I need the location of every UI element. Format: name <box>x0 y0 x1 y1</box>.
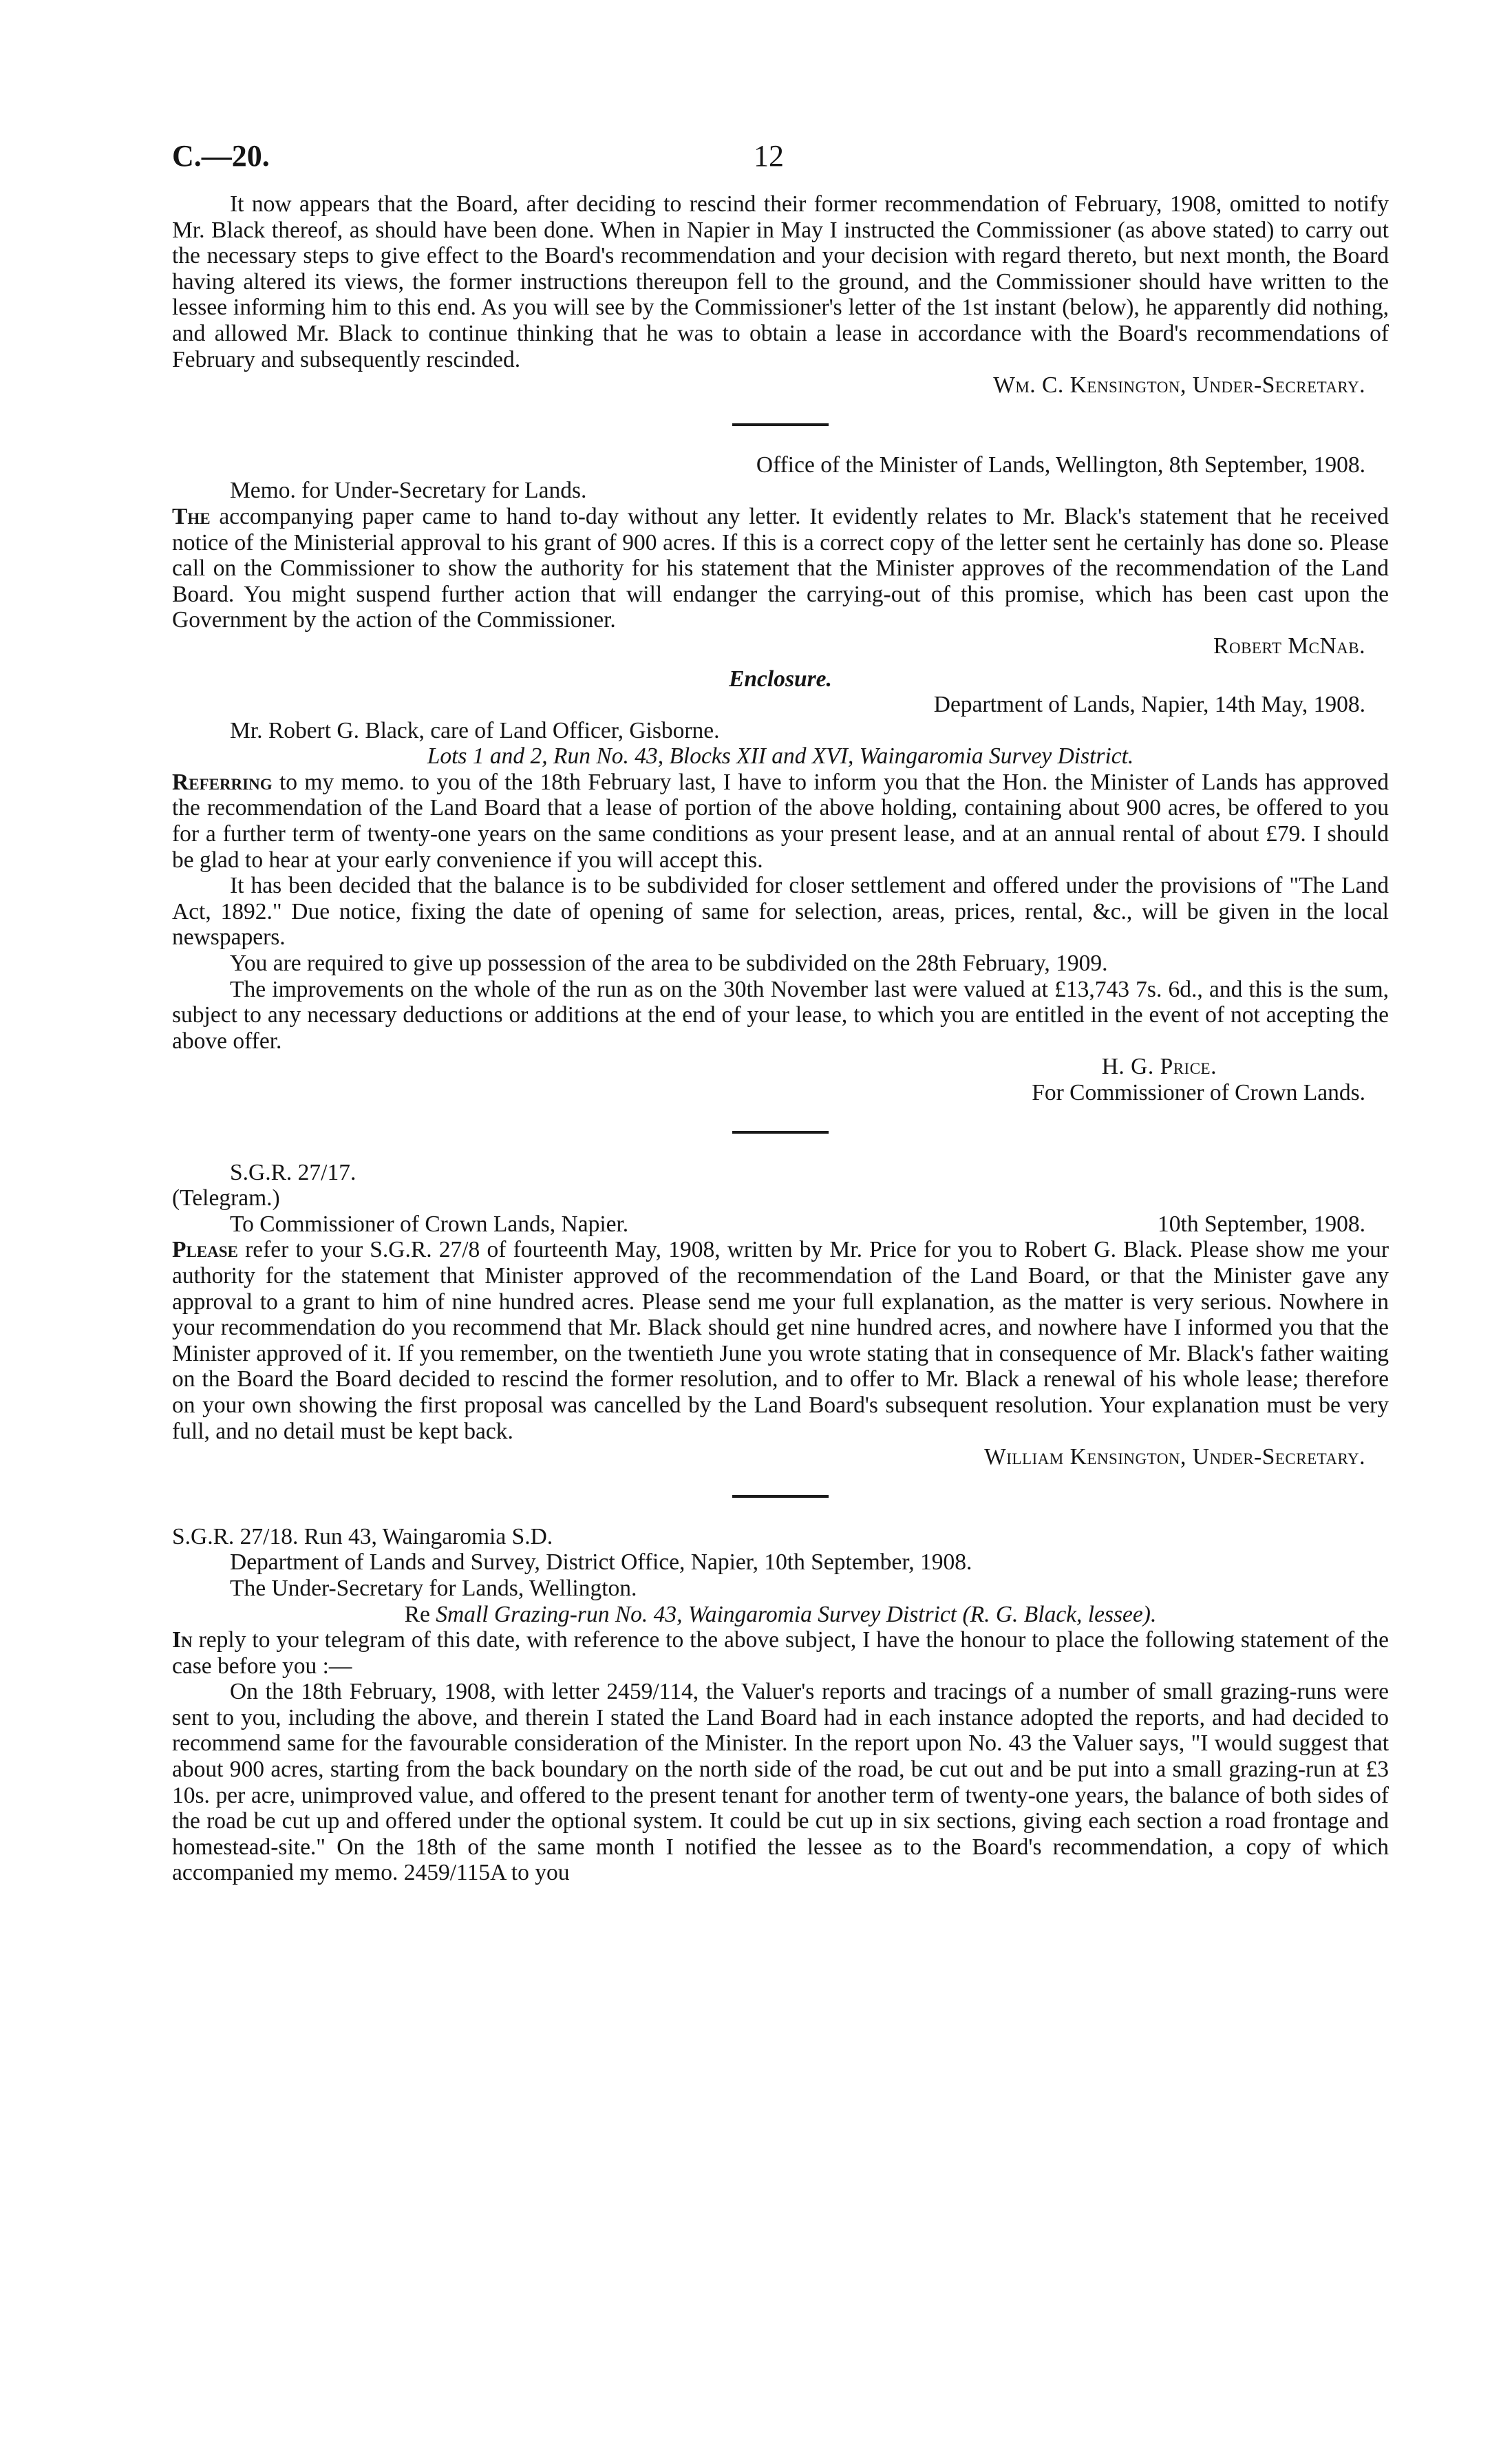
enclosure-addressee: Mr. Robert G. Black, care of Land Officer, Gisborne. <box>230 717 720 743</box>
telegram-ref: S.G.R. 27/17. <box>230 1159 356 1185</box>
section1-paragraph: It now appears that the Board, after deciding to rescind their former recommendation of February, 1908, omitted to notify Mr. Black thereof, as should have been done. When in Napier in May I instructed the Commissioner (as above stated) to carry out the necessary steps to give effect to the Board's recommendation and your decision with regard thereto, but next month, the Board having altered its views, the former instructions thereupon fell to the ground, and the Commissioner should have written to the lessee informing him to this end. As you will see by the Commissioner's letter of the 1st instant (below), he apparently did nothing, and allowed Mr. Black to continue thinking that he was to obtain a lease in accordance with the Board's recommendations of February and subsequently rescinded. <box>172 191 1389 372</box>
reply-subject: Re Small Grazing-run No. 43, Waingaromia Survey District (R. G. Black, lessee). <box>404 1601 1157 1627</box>
minister-signature: Robert McNab. <box>1213 633 1365 659</box>
telegram-to-row <box>172 1211 1389 1238</box>
document-body <box>172 191 1389 1886</box>
telegram-date: 10th September, 1908. <box>1158 1211 1365 1237</box>
enclosure-heading: Enclosure. <box>729 666 832 692</box>
reply-paragraph-2: On the 18th February, 1908, with letter 2459/114, the Valuer's reports and tracings of a number of small grazing-runs were sent to you, including the above, and therein I stated the Land Board had in each instance adopted the reports, and had decided to recommend same for the favourable consideration of the Minister. In the report upon No. 43 the Valuer says, "I would suggest that about 900 acres, starting from the back boundary on the north side of the road, be cut out and be put into a small grazing-run at £3 10s. per acre, unimproved value, and offered to the present tenant for another term of twenty-one years, the balance of both sides of the road be cut up and offered under the optional system. It could be cut up in six sections, giving each section a road frontage and homestead-site." On the 18th of the same month I notified the lessee as to the Board's recommendation, a copy of which accompanied my memo. 2459/115A to you <box>172 1679 1389 1886</box>
reply-paragraph-1: In reply to your telegram of this date, with reference to the above subject, I have the honour to place the following statement of the case before you :— <box>172 1627 1389 1679</box>
enclosure-paragraph-4: The improvements on the whole of the run as on the 30th November last were valued at £13,743 7s. 6d., and this is the sum, subject to any necessary deductions or additions at the end of your lease, to which you are entitled in the event of not accepting the above offer. <box>172 976 1389 1054</box>
enclosure-subject: Lots 1 and 2, Run No. 43, Blocks XII and XVI, Waingaromia Survey District. <box>427 743 1134 770</box>
minister-memo-paragraph: The accompanying paper came to hand to-day without any letter. It evidently relates to Mr. Black's statement that he received notice of the Ministerial approval to his grant of 900 acres. If this is a correct copy of the letter sent he certainly has done so. Please call on the Commissioner to show the authority for his statement that the Minister approves of the recommendation of the Land Board. You might suspend further action that will endanger the carrying-out of this promise, which has been cast upon the Government by the action of the Commissioner. <box>172 503 1389 633</box>
minister-office-line: Office of the Minister of Lands, Wellington, 8th September, 1908. <box>756 452 1365 478</box>
divider-rule <box>732 1131 829 1134</box>
enclosure-dept-line: Department of Lands, Napier, 14th May, 1908. <box>933 692 1365 718</box>
enclosure-paragraph-3: You are required to give up possession of the area to be subdivided on the 28th February, 1909. <box>230 951 1108 977</box>
lead-word: The <box>172 503 211 529</box>
document-reference: C.—20. <box>172 139 270 173</box>
reply-ref-line: S.G.R. 27/18. Run 43, Waingaromia S.D. <box>172 1523 553 1549</box>
telegram-signature: William Kensington, Under-Secretary. <box>984 1444 1365 1470</box>
page-header <box>172 139 1383 184</box>
divider-rule <box>732 1495 829 1498</box>
lead-word: In <box>172 1627 193 1653</box>
lead-word: Referring <box>172 769 273 795</box>
divider-rule <box>732 423 829 426</box>
enclosure-paragraph-1: Referring to my memo. to you of the 18th February last, I have to inform you that the Hon. the Minister of Lands has approved the recommendation of the Land Board that a lease of portion of the above holding, containing about 900 acres, be offered to you for a further term of twenty-one years on the same conditions as your present lease, and at an annual rental of about £79. I should be glad to hear at your early convenience if you will accept this. <box>172 769 1389 873</box>
telegram-label: (Telegram.) <box>172 1185 280 1211</box>
reply-addressee: The Under-Secretary for Lands, Wellington. <box>230 1575 637 1601</box>
enclosure-signature-name: H. G. Price. <box>1101 1054 1217 1080</box>
telegram-paragraph: Please refer to your S.G.R. 27/8 of fourteenth May, 1908, written by Mr. Price for you to Robert G. Black. Please show me your authority for the statement that Minister approved of the recommendation of the Land Board, or that the Minister gave any approval to a grant to him of nine hundred acres. Please send me your full explanation, as the matter is very serious. Nowhere in your recommendation do you recommend that Mr. Black should get nine hundred acres, and nowhere have I informed you that the Minister approved of it. If you remember, on the twentieth June you wrote stating that in consequence of Mr. Black's father waiting on the Board the Board decided to rescind the former resolution, and to offer to Mr. Black a renewal of his whole lease; therefore on your own showing the first proposal was cancelled by the Land Board's subsequent resolution. Your explanation must be very full, and no detail must be kept back. <box>172 1237 1389 1444</box>
section1-signature: Wm. C. Kensington, Under-Secretary. <box>993 372 1365 399</box>
reply-dept-line: Department of Lands and Survey, District Office, Napier, 10th September, 1908. <box>230 1549 972 1576</box>
telegram-to: To Commissioner of Crown Lands, Napier. <box>230 1211 629 1237</box>
enclosure-paragraph-2: It has been decided that the balance is to be subdivided for closer settlement and offered under the provisions of "The Land Act, 1892." Due notice, fixing the date of opening of same for selection, areas, prices, rental, &c., will be given in the local newspapers. <box>172 873 1389 951</box>
enclosure-signature-title: For Commissioner of Crown Lands. <box>1032 1080 1365 1105</box>
page-number: 12 <box>754 139 784 173</box>
lead-word: Please <box>172 1237 238 1263</box>
memo-line: Memo. for Under-Secretary for Lands. <box>230 478 587 504</box>
